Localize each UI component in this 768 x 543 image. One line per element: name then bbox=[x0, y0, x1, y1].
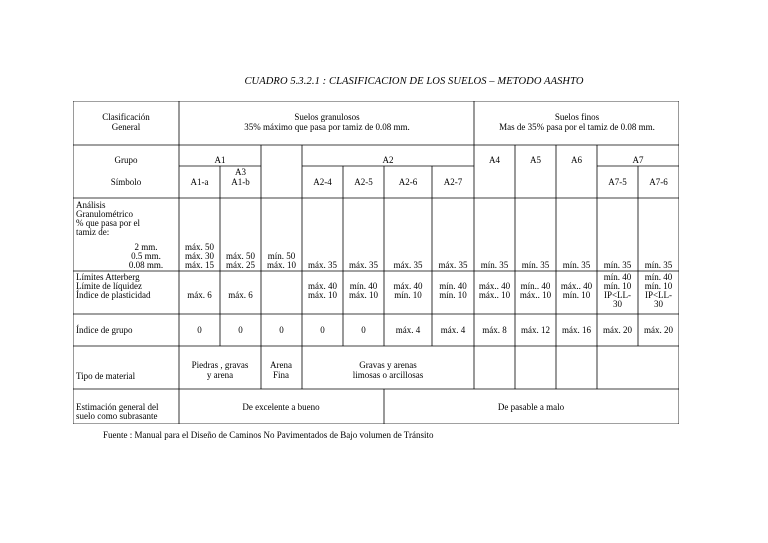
header-finos: Suelos finos bbox=[554, 112, 600, 122]
granulometria-value: mín. 35 bbox=[603, 260, 632, 270]
header-granulosos: Suelos granulosos bbox=[294, 112, 360, 122]
row-label-grupo: Grupo bbox=[114, 155, 138, 165]
table-title: CUADRO 5.3.2.1 : CLASIFICACION DE LOS SUELOS – METODO AASHTO bbox=[244, 76, 584, 87]
row-label-simbolo: Símbolo bbox=[110, 177, 142, 187]
indice-grupo-value: máx. 16 bbox=[562, 325, 591, 335]
atterberg-value: mín. 40 bbox=[603, 272, 632, 282]
symbol-a7-6: A7-6 bbox=[649, 177, 668, 187]
indice-grupo-value: máx. 8 bbox=[482, 325, 507, 335]
material-piedras: y arena bbox=[206, 370, 234, 380]
atterberg-value: mín. 10 bbox=[644, 281, 673, 291]
group-a2: A2 bbox=[382, 155, 394, 165]
header-finos: Mas de 35% pasa por el tamiz de 0.08 mm. bbox=[499, 122, 655, 132]
estimacion-pasable: De pasable a malo bbox=[497, 402, 565, 412]
granulometria-value: mín. 35 bbox=[521, 260, 550, 270]
atterberg-value: mín. 10 bbox=[439, 290, 467, 300]
atterberg-value: mín. 40 bbox=[644, 272, 673, 282]
indice-grupo-value: máx. 20 bbox=[603, 325, 632, 335]
indice-grupo-value: 0 bbox=[279, 325, 284, 335]
material-piedras: Piedras , gravas bbox=[191, 360, 249, 370]
row-label-atterberg: Límites Atterberg bbox=[76, 272, 140, 282]
classification-table bbox=[73, 101, 679, 424]
atterberg-value: mín. 40 bbox=[349, 281, 378, 291]
group-a1: A1 bbox=[214, 155, 226, 165]
symbol-a2-6: A2-6 bbox=[398, 177, 418, 187]
material-arena: Fina bbox=[272, 370, 290, 380]
symbol-a1-b: A1-b bbox=[231, 177, 250, 187]
group-a4: A4 bbox=[489, 155, 500, 165]
granulometria-value: máx. 10 bbox=[267, 260, 296, 270]
row-label-tamiz-008mm: 0.08 mm. bbox=[128, 260, 164, 270]
group-a7: A7 bbox=[632, 155, 644, 165]
row-label-estimacion: Estimación general del bbox=[76, 402, 159, 412]
granulometria-value: mín. 50 bbox=[267, 251, 296, 261]
granulometria-value: mín. 35 bbox=[562, 260, 591, 270]
granulometria-value: máx. 35 bbox=[393, 260, 423, 270]
granulometria-value: máx. 50 bbox=[226, 251, 255, 261]
material-gravas: limosas o arcillosas bbox=[352, 370, 424, 380]
granulometria-value: máx. 15 bbox=[185, 260, 214, 270]
indice-grupo-value: 0 bbox=[320, 325, 325, 335]
atterberg-value: máx.. 10 bbox=[478, 290, 511, 300]
atterberg-value: máx. 6 bbox=[228, 290, 253, 300]
row-label-analisis: tamiz de: bbox=[76, 227, 110, 237]
atterberg-value: mín.. 40 bbox=[520, 281, 551, 291]
indice-grupo-value: máx. 4 bbox=[395, 325, 421, 335]
header-label: Clasificación bbox=[102, 112, 150, 122]
row-label-analisis: Análisis bbox=[76, 200, 106, 210]
row-label-indice-grupo: Índice de grupo bbox=[76, 325, 133, 335]
atterberg-value: mín. 10 bbox=[562, 290, 591, 300]
granulometria-value: máx. 35 bbox=[349, 260, 378, 270]
estimacion-excelente: De excelente a bueno bbox=[242, 402, 320, 412]
row-label-tamiz-05mm: 0.5 mm. bbox=[131, 251, 161, 261]
row-label-tipo-material: Tipo de material bbox=[76, 371, 136, 381]
granulometria-value: mín. 35 bbox=[480, 260, 509, 270]
granulometria-value: mín. 35 bbox=[644, 260, 673, 270]
atterberg-value: 30 bbox=[613, 299, 622, 309]
atterberg-value: IP<LL- bbox=[603, 290, 632, 300]
atterberg-value: máx. 10 bbox=[349, 290, 378, 300]
row-label-analisis: % que pasa por el bbox=[76, 218, 140, 228]
symbol-a2-4: A2-4 bbox=[313, 177, 332, 187]
atterberg-value: máx.. 40 bbox=[560, 281, 593, 291]
group-a3: A3 bbox=[235, 167, 246, 177]
indice-grupo-value: 0 bbox=[197, 325, 202, 335]
indice-grupo-value: 0 bbox=[238, 325, 243, 335]
row-label-atterberg: Índice de plasticidad bbox=[76, 290, 151, 300]
header-granulosos: 35% máximo que pasa por tamiz de 0.08 mm. bbox=[244, 122, 410, 132]
atterberg-value: máx.. 40 bbox=[478, 281, 511, 291]
group-a5: A5 bbox=[530, 155, 541, 165]
atterberg-value: IP<LL- bbox=[644, 290, 673, 300]
material-gravas: Gravas y arenas bbox=[359, 360, 417, 370]
atterberg-value: máx. 6 bbox=[187, 290, 212, 300]
symbol-a7-5: A7-5 bbox=[608, 177, 627, 187]
atterberg-value: máx. 40 bbox=[308, 281, 337, 291]
indice-grupo-value: 0 bbox=[361, 325, 366, 335]
row-label-atterberg: Límite de líquidez bbox=[76, 281, 142, 291]
atterberg-value: máx. 40 bbox=[393, 281, 423, 291]
symbol-a1-a: A1-a bbox=[190, 177, 209, 187]
symbol-a2-7: A2-7 bbox=[443, 177, 463, 187]
granulometria-value: máx. 50 bbox=[185, 242, 214, 252]
granulometria-value: máx. 35 bbox=[308, 260, 337, 270]
atterberg-value: mín. 10 bbox=[394, 290, 422, 300]
row-label-estimacion: suelo como subrasante bbox=[76, 411, 158, 421]
indice-grupo-value: máx. 20 bbox=[644, 325, 673, 335]
material-arena: Arena bbox=[270, 360, 292, 370]
granulometria-value: máx. 25 bbox=[226, 260, 255, 270]
source-note: Fuente : Manual para el Diseño de Caminos No Pavimentados de Bajo volumen de Tránsito bbox=[103, 430, 434, 440]
indice-grupo-value: máx. 12 bbox=[521, 325, 550, 335]
atterberg-value: mín. 40 bbox=[439, 281, 467, 291]
header-label: General bbox=[111, 122, 141, 132]
row-label-tamiz-2mm: 2 mm. bbox=[134, 242, 158, 252]
atterberg-value: mín. 10 bbox=[603, 281, 632, 291]
atterberg-value: máx.. 10 bbox=[519, 290, 552, 300]
granulometria-value: máx. 35 bbox=[438, 260, 468, 270]
indice-grupo-value: máx. 4 bbox=[440, 325, 466, 335]
atterberg-value: 30 bbox=[654, 299, 663, 309]
granulometria-value: máx. 30 bbox=[185, 251, 214, 261]
symbol-a2-5: A2-5 bbox=[354, 177, 373, 187]
group-a6: A6 bbox=[571, 155, 582, 165]
atterberg-value: máx. 10 bbox=[308, 290, 337, 300]
row-label-analisis: Granulométrico bbox=[76, 209, 133, 219]
